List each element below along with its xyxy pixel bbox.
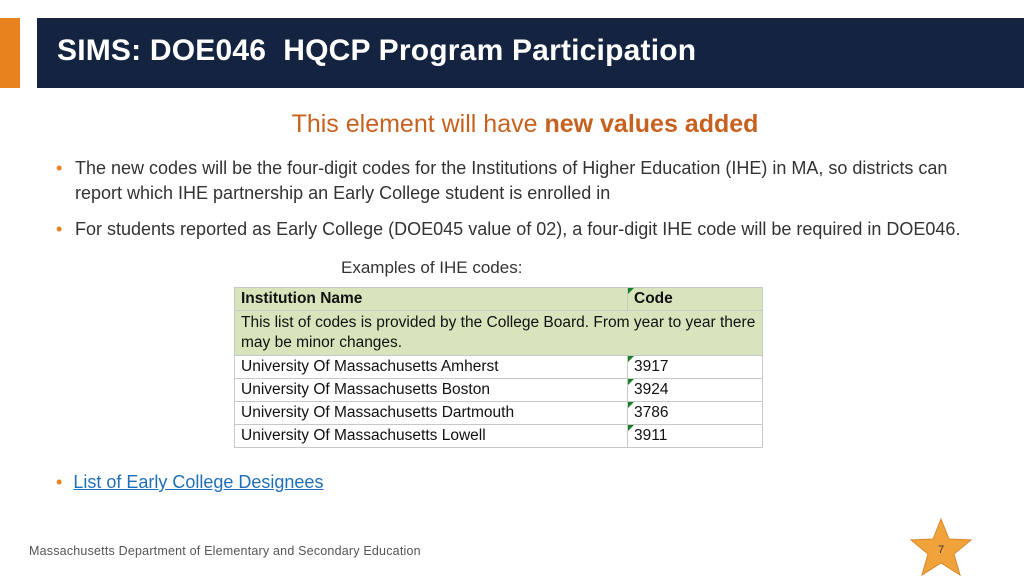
code-cell	[628, 402, 763, 425]
bullet-icon: •	[56, 219, 63, 239]
ihe-codes-table	[234, 287, 763, 448]
page-number: 7	[937, 544, 945, 556]
bullet-item	[56, 217, 996, 242]
code-value: 3911	[634, 427, 668, 444]
bullet-text: The new codes will be the four-digit codes for the Institutions of Higher Education (IHE) in MA, so districts can report which IHE partnership an Early College student is enrolled in	[75, 158, 948, 203]
accent-bar	[0, 18, 20, 88]
subtitle-emphasis: new values added	[544, 110, 759, 138]
code-value: 3786	[634, 404, 669, 421]
cell-marker-icon	[628, 288, 634, 294]
code-value: 3917	[634, 358, 669, 375]
footer-org: Massachusetts Department of Elementary and Secondary Education	[29, 544, 421, 558]
bullet-icon: •	[56, 472, 63, 492]
bullet-list	[56, 156, 996, 253]
examples-label: Examples of IHE codes:	[341, 258, 523, 277]
column-header-code-label: Code	[634, 290, 673, 307]
institution-cell: University Of Massachusetts Lowell	[235, 425, 628, 448]
bullet-icon: •	[56, 158, 63, 178]
bullet-item	[56, 156, 996, 206]
institution-cell: University Of Massachusetts Dartmouth	[235, 402, 628, 425]
cell-marker-icon	[628, 379, 634, 385]
column-header-institution: Institution Name	[235, 288, 628, 311]
table-note: This list of codes is provided by the College Board. From year to year there may be minor changes.	[235, 311, 763, 356]
cell-marker-icon	[628, 402, 634, 408]
bullet-text: For students reported as Early College (DOE045 value of 02), a four-digit IHE code will be required in DOE046.	[75, 219, 961, 239]
code-cell	[628, 379, 763, 402]
column-header-code	[628, 288, 763, 311]
code-cell	[628, 425, 763, 448]
table-row	[235, 379, 763, 402]
institution-cell: University Of Massachusetts Boston	[235, 379, 628, 402]
slide-header	[37, 18, 1024, 88]
subtitle-prefix: This element will have	[291, 110, 545, 138]
cell-marker-icon	[628, 425, 634, 431]
table-header-row	[235, 288, 763, 311]
cell-marker-icon	[628, 356, 634, 362]
star-icon	[909, 517, 973, 577]
table-row	[235, 425, 763, 448]
code-value: 3924	[634, 381, 669, 398]
page-number-badge	[909, 517, 973, 577]
page-title: SIMS: DOE046 HQCP Program Participation	[57, 34, 697, 67]
subtitle	[0, 110, 1024, 139]
table-row	[235, 402, 763, 425]
table-note-row	[235, 311, 763, 356]
code-cell	[628, 356, 763, 379]
table-row	[235, 356, 763, 379]
link-bullet-item	[56, 472, 323, 493]
institution-cell: University Of Massachusetts Amherst	[235, 356, 628, 379]
early-college-designees-link[interactable]: List of Early College Designees	[73, 472, 324, 492]
